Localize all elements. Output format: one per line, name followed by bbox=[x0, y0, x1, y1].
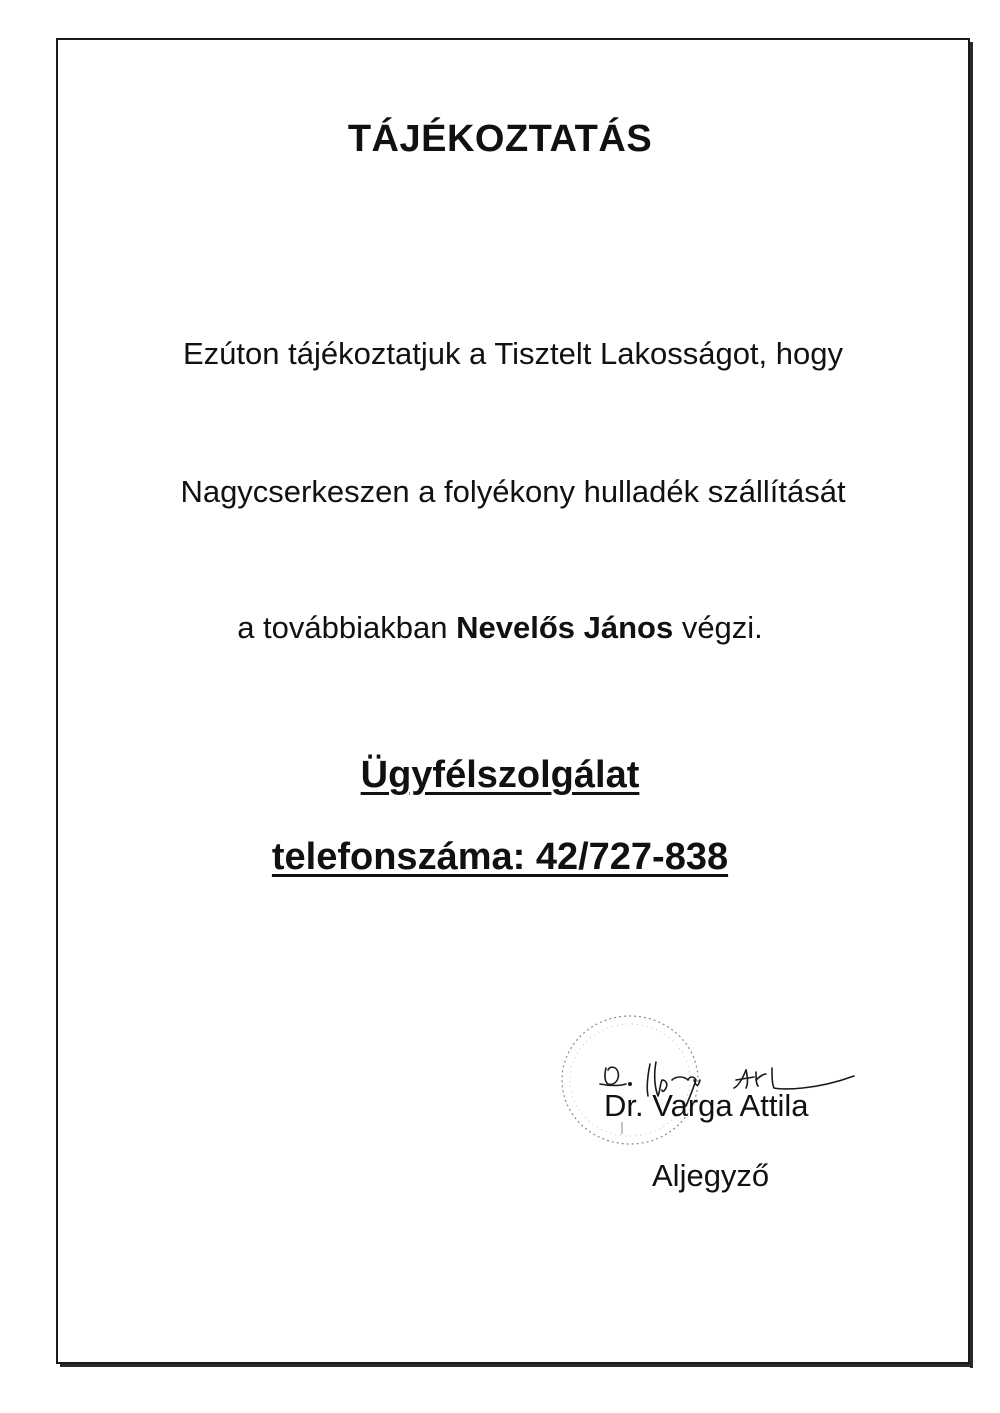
notice-line-2: Nagycserkeszen a folyékony hulladék szállítását bbox=[180, 474, 846, 509]
customer-service-label: Ügyfélszolgálat bbox=[360, 754, 640, 796]
notice-line-3 bbox=[0, 610, 1000, 646]
signer-name: Dr. Varga Attila bbox=[604, 1088, 809, 1123]
frame-edge-bottom bbox=[60, 1364, 973, 1367]
customer-service-phone: telefonszáma: 42/727-838 bbox=[271, 836, 729, 878]
notice-line-3-prefix: a továbbiakban bbox=[237, 610, 457, 645]
notice-line-3-suffix: végzi. bbox=[673, 610, 763, 645]
frame-edge-right bbox=[970, 42, 973, 1368]
contractor-name: Nevelős János bbox=[456, 610, 674, 645]
notice-title: TÁJÉKOZTATÁS bbox=[347, 118, 653, 160]
document-frame bbox=[56, 38, 970, 1364]
signer-role: Aljegyző bbox=[652, 1158, 770, 1193]
notice-line-1: Ezúton tájékoztatjuk a Tisztelt Lakosságot, hogy bbox=[183, 336, 843, 371]
